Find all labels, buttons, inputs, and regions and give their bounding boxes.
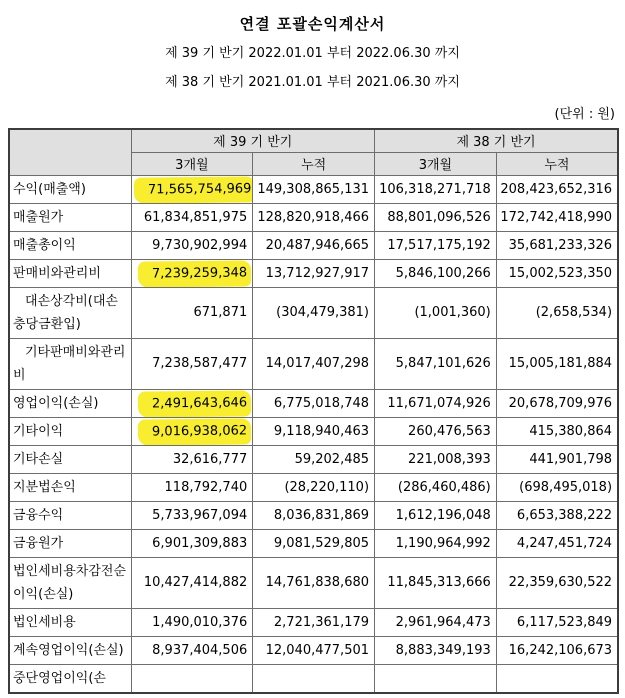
value-cell: 20,678,709,976	[496, 389, 618, 417]
row-label: 법인세비용차감전순이익(손실)	[9, 557, 131, 608]
value-cell: 14,017,407,298	[253, 338, 375, 389]
value-cell: 5,847,101,626	[375, 338, 497, 389]
value-cell: 6,117,523,849	[496, 608, 618, 636]
value-cell: 221,008,393	[375, 445, 497, 473]
table-row	[9, 338, 618, 389]
table-row	[9, 529, 618, 557]
value-cell: 1,190,964,992	[375, 529, 497, 557]
value-cell: 61,834,851,975	[131, 203, 253, 231]
table-row	[9, 231, 618, 259]
value-cell: 4,247,451,724	[496, 529, 618, 557]
table-row	[9, 608, 618, 636]
value-cell	[131, 664, 253, 693]
column-group-row	[9, 129, 618, 152]
value-cell: 441,901,798	[496, 445, 618, 473]
period-line-39: 제 39 기 반기 2022.01.01 부터 2022.06.30 까지	[165, 46, 460, 61]
table-row	[9, 501, 618, 529]
value-cell: 20,487,946,665	[253, 231, 375, 259]
value-cell: (2,658,534)	[496, 287, 618, 338]
unit-note: (단위 : 원)	[554, 107, 615, 122]
value-cell: 15,005,181,884	[496, 338, 618, 389]
value-cell: 118,792,740	[131, 473, 253, 501]
table-row	[9, 557, 618, 608]
value-cell: 5,846,100,266	[375, 259, 497, 287]
value-cell: 15,002,523,350	[496, 259, 618, 287]
value-cell: 8,036,831,869	[253, 501, 375, 529]
highlight-mark: 7,239,259,348	[138, 260, 251, 287]
period-line-38: 제 38 기 반기 2021.01.01 부터 2021.06.30 까지	[165, 75, 460, 90]
value-cell	[131, 259, 253, 287]
row-label: 기타이익	[9, 417, 131, 445]
value-cell: (286,460,486)	[375, 473, 497, 501]
corner-cell	[9, 129, 131, 175]
table-row	[9, 417, 618, 445]
value-cell: 59,202,485	[253, 445, 375, 473]
value-cell: 415,380,864	[496, 417, 618, 445]
value-cell: 6,775,018,748	[253, 389, 375, 417]
table-row	[9, 473, 618, 501]
value-cell: 6,901,309,883	[131, 529, 253, 557]
table-row	[9, 287, 618, 338]
value-cell: (1,001,360)	[375, 287, 497, 338]
value-cell: 35,681,233,326	[496, 231, 618, 259]
value-cell: 88,801,096,526	[375, 203, 497, 231]
table-row	[9, 259, 618, 287]
table-row	[9, 636, 618, 664]
value-cell	[375, 664, 497, 693]
income-statement-document	[0, 13, 625, 694]
value-cell: 10,427,414,882	[131, 557, 253, 608]
value-cell: 208,423,652,316	[496, 175, 618, 203]
value-cell: 671,871	[131, 287, 253, 338]
row-label: 판매비와관리비	[9, 259, 131, 287]
value-cell: 14,761,838,680	[253, 557, 375, 608]
row-label: 기타판매비와관리비	[9, 338, 131, 389]
row-label: 기타손실	[9, 445, 131, 473]
value-cell: 22,359,630,522	[496, 557, 618, 608]
row-label: 매출총이익	[9, 231, 131, 259]
value-cell: 2,961,964,473	[375, 608, 497, 636]
table-row	[9, 664, 618, 693]
value-cell: 106,318,271,718	[375, 175, 497, 203]
value-cell: 13,712,927,917	[253, 259, 375, 287]
value-cell: 9,081,529,805	[253, 529, 375, 557]
value-cell: 1,612,196,048	[375, 501, 497, 529]
table-row	[9, 175, 618, 203]
subcol-38-3month: 3개월	[375, 152, 497, 175]
row-label: 영업이익(손실)	[9, 389, 131, 417]
value-cell: 260,476,563	[375, 417, 497, 445]
value-cell: 12,040,477,501	[253, 636, 375, 664]
value-cell: 17,517,175,192	[375, 231, 497, 259]
value-cell: 172,742,418,990	[496, 203, 618, 231]
table-row	[9, 389, 618, 417]
row-label: 매출원가	[9, 203, 131, 231]
value-cell: (698,495,018)	[496, 473, 618, 501]
row-label: 법인세비용	[9, 608, 131, 636]
row-label: 지분법손익	[9, 473, 131, 501]
row-label: 금융원가	[9, 529, 131, 557]
value-cell: 7,238,587,477	[131, 338, 253, 389]
value-cell: 1,490,010,376	[131, 608, 253, 636]
table-row	[9, 203, 618, 231]
subcol-39-3month: 3개월	[131, 152, 253, 175]
value-cell: 5,733,967,094	[131, 501, 253, 529]
value-cell: 32,616,777	[131, 445, 253, 473]
subcol-38-cumulative: 누적	[496, 152, 618, 175]
value-cell: 9,118,940,463	[253, 417, 375, 445]
value-cell: 16,242,106,673	[496, 636, 618, 664]
value-cell	[131, 389, 253, 417]
value-cell: 9,730,902,994	[131, 231, 253, 259]
column-group-term-39: 제 39 기 반기	[131, 129, 375, 152]
value-cell	[253, 664, 375, 693]
value-cell: 6,653,388,222	[496, 501, 618, 529]
row-label: 계속영업이익(손실)	[9, 636, 131, 664]
value-cell: 11,845,313,666	[375, 557, 497, 608]
column-group-term-38: 제 38 기 반기	[375, 129, 619, 152]
highlight-mark: 71,565,754,969	[133, 176, 252, 203]
value-cell	[131, 417, 253, 445]
value-cell	[131, 175, 253, 203]
highlight-mark: 2,491,643,646	[138, 390, 251, 417]
value-cell: 11,671,074,926	[375, 389, 497, 417]
value-cell: (304,479,381)	[253, 287, 375, 338]
row-label: 대손상각비(대손충당금환입)	[9, 287, 131, 338]
value-cell: (28,220,110)	[253, 473, 375, 501]
value-cell	[496, 664, 618, 693]
value-cell: 128,820,918,466	[253, 203, 375, 231]
row-label: 중단영업이익(손	[9, 664, 131, 693]
table-row	[9, 445, 618, 473]
document-title: 연결 포괄손익계산서	[239, 15, 386, 33]
subcol-39-cumulative: 누적	[253, 152, 375, 175]
income-statement-table	[8, 128, 619, 694]
row-label: 금융수익	[9, 501, 131, 529]
highlight-mark: 9,016,938,062	[138, 418, 251, 445]
value-cell: 2,721,361,179	[253, 608, 375, 636]
table-header	[9, 129, 618, 175]
table-body	[9, 175, 618, 693]
value-cell: 8,883,349,193	[375, 636, 497, 664]
value-cell: 149,308,865,131	[253, 175, 375, 203]
value-cell: 8,937,404,506	[131, 636, 253, 664]
row-label: 수익(매출액)	[9, 175, 131, 203]
